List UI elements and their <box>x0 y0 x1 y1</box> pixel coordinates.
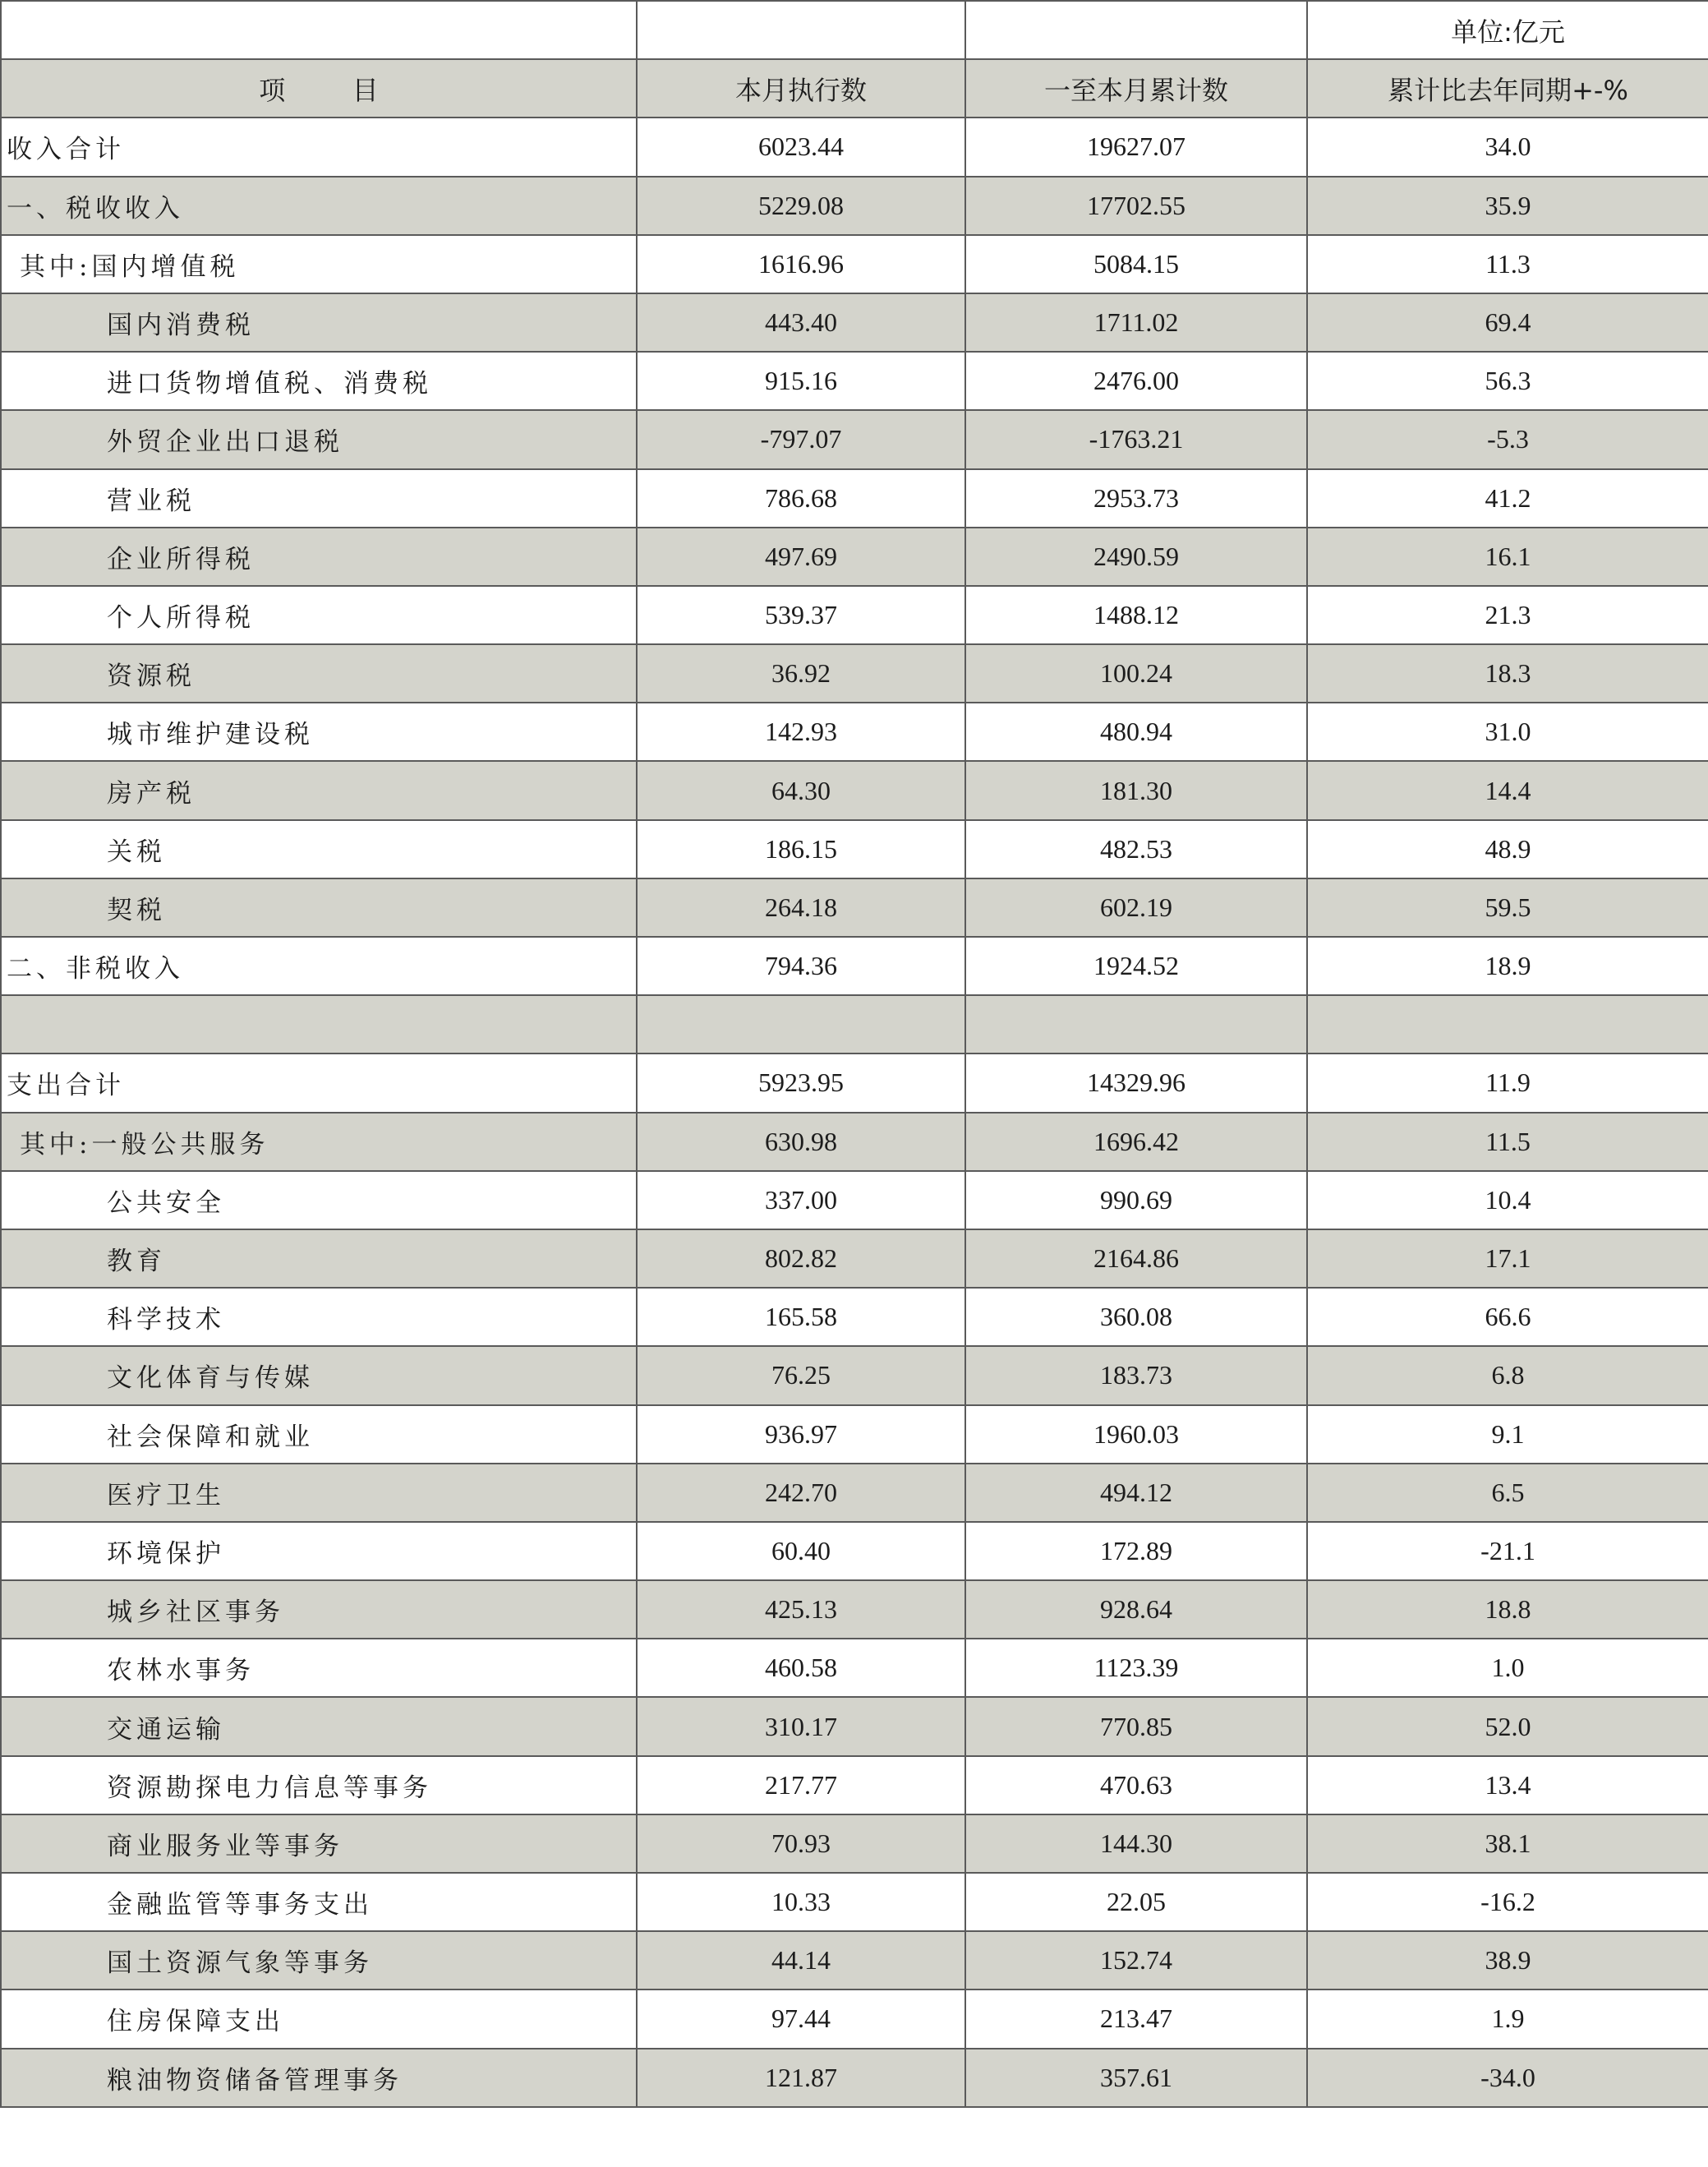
table-row <box>1 528 1708 586</box>
row-cumulative-cell: 357.61 <box>965 2049 1307 2107</box>
row-month-cell: 443.40 <box>637 293 965 352</box>
header-item: 项 目 <box>1 59 637 118</box>
table-row <box>1 644 1708 703</box>
row-cumulative-cell: 100.24 <box>965 644 1307 703</box>
row-name-cell: 科学技术 <box>1 1288 637 1346</box>
row-yoy-cell: -16.2 <box>1307 1873 1708 1931</box>
row-cumulative-cell: 2490.59 <box>965 528 1307 586</box>
unit-row-empty-cell <box>965 1 1307 59</box>
row-name-cell: 金融监管等事务支出 <box>1 1873 637 1931</box>
row-month-cell: 97.44 <box>637 1989 965 2048</box>
table-row <box>1 1171 1708 1229</box>
row-name-cell <box>1 995 637 1054</box>
row-month-cell: 6023.44 <box>637 118 965 176</box>
row-yoy-cell: 56.3 <box>1307 352 1708 410</box>
table-row <box>1 293 1708 352</box>
row-yoy-cell: 1.0 <box>1307 1639 1708 1697</box>
row-cumulative-cell: 1924.52 <box>965 937 1307 995</box>
row-month-cell: 217.77 <box>637 1756 965 1814</box>
row-name-cell: 一、税收收入 <box>1 177 637 235</box>
row-month-cell: 186.15 <box>637 820 965 878</box>
row-cumulative-cell: 482.53 <box>965 820 1307 878</box>
row-yoy-cell: 16.1 <box>1307 528 1708 586</box>
table-row <box>1 1113 1708 1171</box>
row-name-cell: 其中:一般公共服务 <box>1 1113 637 1171</box>
row-yoy-cell: -5.3 <box>1307 410 1708 468</box>
row-month-cell: 121.87 <box>637 2049 965 2107</box>
table-row <box>1 1346 1708 1404</box>
row-cumulative-cell: 928.64 <box>965 1580 1307 1639</box>
row-yoy-cell: 34.0 <box>1307 118 1708 176</box>
row-cumulative-cell: 1123.39 <box>965 1639 1307 1697</box>
row-name-cell: 支出合计 <box>1 1054 637 1112</box>
row-name-cell: 城乡社区事务 <box>1 1580 637 1639</box>
row-cumulative-cell: 213.47 <box>965 1989 1307 2048</box>
row-name-cell: 二、非税收入 <box>1 937 637 995</box>
row-name-cell: 教育 <box>1 1229 637 1288</box>
row-name-cell: 资源税 <box>1 644 637 703</box>
row-month-cell: 10.33 <box>637 1873 965 1931</box>
row-yoy-cell: 52.0 <box>1307 1697 1708 1755</box>
row-yoy-cell <box>1307 995 1708 1054</box>
row-month-cell: 786.68 <box>637 469 965 528</box>
row-yoy-cell: 9.1 <box>1307 1405 1708 1464</box>
row-cumulative-cell: 1711.02 <box>965 293 1307 352</box>
row-yoy-cell: 21.3 <box>1307 586 1708 644</box>
row-name-cell: 企业所得税 <box>1 528 637 586</box>
table-row <box>1 1405 1708 1464</box>
row-month-cell: 539.37 <box>637 586 965 644</box>
row-cumulative-cell: 480.94 <box>965 703 1307 761</box>
row-cumulative-cell: 2476.00 <box>965 352 1307 410</box>
row-cumulative-cell: 1488.12 <box>965 586 1307 644</box>
row-month-cell: 936.97 <box>637 1405 965 1464</box>
row-month-cell <box>637 995 965 1054</box>
row-name-cell: 公共安全 <box>1 1171 637 1229</box>
row-cumulative-cell: 144.30 <box>965 1814 1307 1873</box>
row-yoy-cell: 17.1 <box>1307 1229 1708 1288</box>
row-month-cell: 70.93 <box>637 1814 965 1873</box>
row-yoy-cell: 10.4 <box>1307 1171 1708 1229</box>
row-cumulative-cell: 17702.55 <box>965 177 1307 235</box>
row-name-cell: 环境保护 <box>1 1522 637 1580</box>
table-row <box>1 1522 1708 1580</box>
row-cumulative-cell: 172.89 <box>965 1522 1307 1580</box>
row-cumulative-cell: 181.30 <box>965 761 1307 819</box>
row-name-cell: 医疗卫生 <box>1 1464 637 1522</box>
table-row <box>1 1580 1708 1639</box>
row-month-cell: 36.92 <box>637 644 965 703</box>
row-name-cell: 营业税 <box>1 469 637 528</box>
row-yoy-cell: 69.4 <box>1307 293 1708 352</box>
row-month-cell: 460.58 <box>637 1639 965 1697</box>
row-yoy-cell: 38.1 <box>1307 1814 1708 1873</box>
row-yoy-cell: 66.6 <box>1307 1288 1708 1346</box>
row-cumulative-cell: 990.69 <box>965 1171 1307 1229</box>
row-yoy-cell: 31.0 <box>1307 703 1708 761</box>
table-row <box>1 1639 1708 1697</box>
row-cumulative-cell: -1763.21 <box>965 410 1307 468</box>
row-month-cell: 497.69 <box>637 528 965 586</box>
row-month-cell: 794.36 <box>637 937 965 995</box>
row-cumulative-cell: 494.12 <box>965 1464 1307 1522</box>
row-name-cell: 关税 <box>1 820 637 878</box>
row-name-cell: 交通运输 <box>1 1697 637 1755</box>
row-yoy-cell: 59.5 <box>1307 878 1708 937</box>
row-name-cell: 契税 <box>1 878 637 937</box>
table-row <box>1 1464 1708 1522</box>
unit-row-empty-cell <box>1 1 637 59</box>
row-name-cell: 其中:国内增值税 <box>1 235 637 293</box>
table-row <box>1 995 1708 1054</box>
table-row <box>1 118 1708 176</box>
row-name-cell: 收入合计 <box>1 118 637 176</box>
table-row <box>1 820 1708 878</box>
row-month-cell: 310.17 <box>637 1697 965 1755</box>
row-month-cell: 337.00 <box>637 1171 965 1229</box>
row-yoy-cell: 14.4 <box>1307 761 1708 819</box>
row-month-cell: 1616.96 <box>637 235 965 293</box>
row-name-cell: 外贸企业出口退税 <box>1 410 637 468</box>
row-cumulative-cell: 5084.15 <box>965 235 1307 293</box>
row-name-cell: 商业服务业等事务 <box>1 1814 637 1873</box>
table-row <box>1 1288 1708 1346</box>
row-name-cell: 粮油物资储备管理事务 <box>1 2049 637 2107</box>
row-name-cell: 住房保障支出 <box>1 1989 637 2048</box>
row-name-cell: 国内消费税 <box>1 293 637 352</box>
row-month-cell: 264.18 <box>637 878 965 937</box>
row-yoy-cell: 6.5 <box>1307 1464 1708 1522</box>
row-yoy-cell: 11.9 <box>1307 1054 1708 1112</box>
row-yoy-cell: 18.3 <box>1307 644 1708 703</box>
row-name-cell: 农林水事务 <box>1 1639 637 1697</box>
row-month-cell: 142.93 <box>637 703 965 761</box>
row-month-cell: -797.07 <box>637 410 965 468</box>
header-yoy-change: 累计比去年同期+-% <box>1307 59 1708 118</box>
table-row <box>1 761 1708 819</box>
unit-label: 单位:亿元 <box>1307 1 1708 59</box>
row-cumulative-cell: 22.05 <box>965 1873 1307 1931</box>
table-row <box>1 2049 1708 2107</box>
row-month-cell: 630.98 <box>637 1113 965 1171</box>
row-month-cell: 60.40 <box>637 1522 965 1580</box>
header-current-month: 本月执行数 <box>637 59 965 118</box>
row-yoy-cell: -21.1 <box>1307 1522 1708 1580</box>
table-row <box>1 469 1708 528</box>
unit-row <box>1 1 1708 59</box>
table-row <box>1 1931 1708 1989</box>
table-row <box>1 1054 1708 1112</box>
table-row <box>1 1697 1708 1755</box>
row-cumulative-cell: 360.08 <box>965 1288 1307 1346</box>
table-row <box>1 177 1708 235</box>
table-row <box>1 1756 1708 1814</box>
row-yoy-cell: 13.4 <box>1307 1756 1708 1814</box>
row-month-cell: 64.30 <box>637 761 965 819</box>
row-month-cell: 76.25 <box>637 1346 965 1404</box>
row-name-cell: 个人所得税 <box>1 586 637 644</box>
row-cumulative-cell: 152.74 <box>965 1931 1307 1989</box>
table-row <box>1 1814 1708 1873</box>
row-name-cell: 房产税 <box>1 761 637 819</box>
row-cumulative-cell: 2164.86 <box>965 1229 1307 1288</box>
row-cumulative-cell: 19627.07 <box>965 118 1307 176</box>
row-cumulative-cell <box>965 995 1307 1054</box>
table-row <box>1 1873 1708 1931</box>
row-cumulative-cell: 2953.73 <box>965 469 1307 528</box>
row-yoy-cell: 6.8 <box>1307 1346 1708 1404</box>
row-month-cell: 5923.95 <box>637 1054 965 1112</box>
table-row <box>1 703 1708 761</box>
unit-row-empty-cell <box>637 1 965 59</box>
row-name-cell: 进口货物增值税、消费税 <box>1 352 637 410</box>
row-cumulative-cell: 602.19 <box>965 878 1307 937</box>
table-row <box>1 937 1708 995</box>
row-name-cell: 文化体育与传媒 <box>1 1346 637 1404</box>
row-cumulative-cell: 183.73 <box>965 1346 1307 1404</box>
row-month-cell: 5229.08 <box>637 177 965 235</box>
row-yoy-cell: 41.2 <box>1307 469 1708 528</box>
row-month-cell: 915.16 <box>637 352 965 410</box>
row-name-cell: 资源勘探电力信息等事务 <box>1 1756 637 1814</box>
header-cumulative: 一至本月累计数 <box>965 59 1307 118</box>
table-row <box>1 586 1708 644</box>
header-row <box>1 59 1708 118</box>
row-name-cell: 国土资源气象等事务 <box>1 1931 637 1989</box>
row-name-cell: 社会保障和就业 <box>1 1405 637 1464</box>
row-cumulative-cell: 470.63 <box>965 1756 1307 1814</box>
row-cumulative-cell: 1960.03 <box>965 1405 1307 1464</box>
row-month-cell: 802.82 <box>637 1229 965 1288</box>
row-cumulative-cell: 14329.96 <box>965 1054 1307 1112</box>
row-month-cell: 425.13 <box>637 1580 965 1639</box>
row-yoy-cell: 18.8 <box>1307 1580 1708 1639</box>
row-yoy-cell: 11.5 <box>1307 1113 1708 1171</box>
row-cumulative-cell: 770.85 <box>965 1697 1307 1755</box>
row-name-cell: 城市维护建设税 <box>1 703 637 761</box>
row-cumulative-cell: 1696.42 <box>965 1113 1307 1171</box>
row-yoy-cell: 35.9 <box>1307 177 1708 235</box>
row-month-cell: 242.70 <box>637 1464 965 1522</box>
table-row <box>1 1989 1708 2048</box>
table-row <box>1 352 1708 410</box>
table-row <box>1 878 1708 937</box>
row-yoy-cell: 38.9 <box>1307 1931 1708 1989</box>
row-month-cell: 165.58 <box>637 1288 965 1346</box>
row-yoy-cell: 1.9 <box>1307 1989 1708 2048</box>
row-yoy-cell: 11.3 <box>1307 235 1708 293</box>
row-month-cell: 44.14 <box>637 1931 965 1989</box>
table-row <box>1 410 1708 468</box>
table-row <box>1 1229 1708 1288</box>
row-yoy-cell: 48.9 <box>1307 820 1708 878</box>
table-row <box>1 235 1708 293</box>
row-yoy-cell: -34.0 <box>1307 2049 1708 2107</box>
row-yoy-cell: 18.9 <box>1307 937 1708 995</box>
